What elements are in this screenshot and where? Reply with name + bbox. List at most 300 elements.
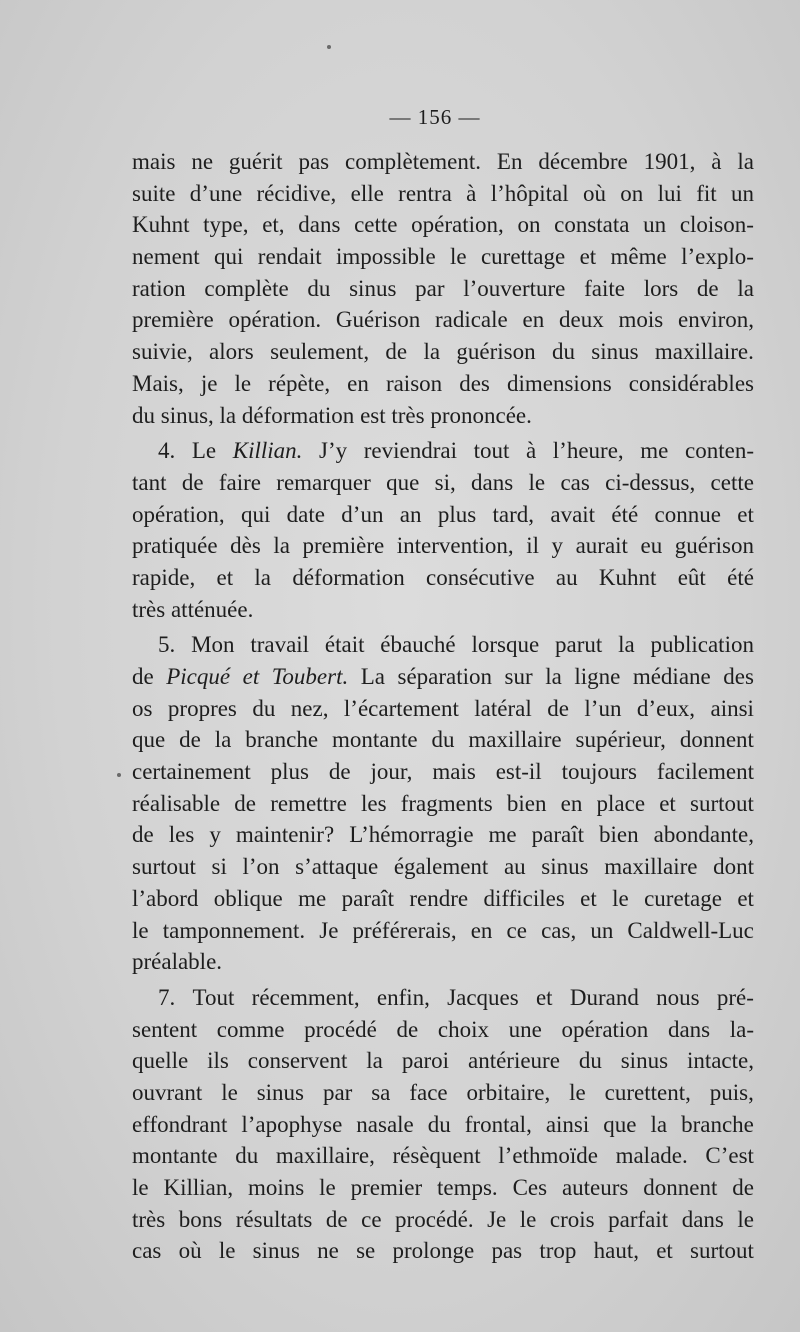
word: le (221, 1079, 238, 1105)
word: procédé (304, 1016, 377, 1042)
word: et (580, 885, 597, 911)
word: dont (713, 854, 754, 880)
text-line (132, 467, 754, 499)
word: paraît (531, 822, 585, 848)
word: curettent, (604, 1079, 691, 1105)
word: Le (191, 438, 217, 464)
word: sa (371, 1079, 391, 1105)
word: curettage (480, 244, 566, 270)
word: branche (245, 727, 319, 753)
word: sinus (256, 1079, 305, 1105)
paragraph (132, 435, 754, 625)
word: la (366, 1048, 383, 1074)
word: pré- (716, 984, 754, 1010)
text-line (132, 1045, 754, 1077)
word: Toubert. (271, 664, 349, 689)
word: La (360, 664, 385, 689)
text-line (132, 400, 754, 432)
word: et (535, 984, 553, 1010)
word: pas (298, 149, 330, 174)
word: Durand (569, 984, 639, 1010)
word: mois (618, 307, 664, 333)
word: une (508, 1016, 542, 1042)
word: 5. (158, 632, 176, 658)
word: alors (209, 339, 254, 365)
word: l’un (584, 695, 622, 721)
word: haut, (593, 1238, 639, 1264)
word: et (659, 790, 676, 816)
text-line (132, 788, 754, 820)
word: Kuhnt (598, 564, 657, 590)
word: sur (504, 664, 533, 689)
word: de (234, 790, 257, 816)
word: la (618, 632, 635, 658)
word: remarquer (276, 469, 371, 495)
word: temps. (436, 1175, 498, 1200)
word: donnent (643, 1175, 718, 1200)
word: y (551, 533, 564, 559)
word: sinus (620, 1048, 669, 1074)
word: le (569, 1079, 586, 1105)
word: procédé. (395, 1206, 474, 1232)
word: surtout (132, 854, 196, 880)
word: branche (681, 1111, 754, 1137)
word: choix (437, 1016, 489, 1042)
word: séparation (397, 664, 493, 689)
word: dans (298, 212, 341, 238)
word: du (431, 727, 455, 753)
word: le (528, 469, 546, 495)
word: consécutive (426, 564, 535, 590)
word: Killian, (163, 1175, 234, 1200)
word: reviendrai (363, 438, 457, 464)
word: eût (677, 564, 706, 590)
word: complètement. (345, 149, 482, 174)
word: Mais, (132, 370, 184, 396)
word: de (385, 339, 408, 365)
word: est (360, 402, 392, 428)
word: oblique (213, 885, 283, 911)
word: os (132, 695, 153, 721)
word: tant (132, 469, 167, 495)
word: il (526, 533, 539, 559)
word: 1901, (643, 149, 696, 174)
text-line (132, 209, 754, 241)
word: surtout (690, 1238, 754, 1264)
text-line (132, 1109, 754, 1141)
word: maxillaire. (654, 339, 754, 365)
word: de (181, 469, 204, 495)
text-line (132, 273, 754, 305)
paragraph (132, 982, 754, 1267)
word: et (656, 1238, 673, 1264)
word: C’est (705, 1143, 754, 1169)
word: avait (550, 501, 596, 527)
word: malade. (615, 1143, 688, 1169)
word: lorsque (471, 632, 540, 658)
word: montante (331, 727, 418, 753)
word: antérieure (467, 1048, 560, 1074)
word: difficiles (483, 885, 565, 911)
word: le (737, 1206, 754, 1232)
word: guérison (456, 339, 536, 365)
word: d’eux, (636, 695, 696, 721)
word: ne (191, 149, 214, 174)
word: ci-dessus, (605, 469, 696, 495)
word: moins (248, 1175, 305, 1200)
word: de (132, 664, 154, 689)
word: la (254, 564, 272, 590)
word: complète (204, 275, 289, 301)
word: maintenir? (235, 822, 335, 848)
word: dès (230, 533, 261, 559)
word: que (132, 727, 166, 753)
word: ainsi (710, 695, 754, 721)
text-line (132, 368, 754, 400)
word: été (727, 564, 754, 590)
word: ration (132, 275, 186, 301)
word: le (218, 1238, 236, 1264)
word: suite (132, 180, 176, 206)
word: le (234, 370, 252, 396)
word: certainement (132, 759, 251, 785)
word: constata (554, 212, 630, 238)
word: crois (549, 1206, 595, 1232)
word: et (737, 885, 754, 911)
word: l’écartement (343, 695, 459, 721)
word: eu (640, 533, 663, 559)
word: parfait (608, 1206, 669, 1232)
word: rapide, (132, 564, 196, 590)
text-line (132, 1140, 754, 1172)
word: opération. (228, 307, 322, 333)
word: que (386, 469, 420, 495)
word: en (522, 307, 545, 333)
word: pratiquée (132, 533, 218, 559)
word: deux (559, 307, 604, 333)
word: rendait (257, 244, 322, 270)
word: Kuhnt (132, 212, 190, 238)
word: le (132, 1175, 149, 1200)
word: faite (584, 275, 625, 301)
text-line (132, 562, 754, 594)
word: montante (132, 1143, 218, 1169)
word: lui (657, 180, 682, 206)
word: Jacques (447, 984, 519, 1010)
text-line (132, 915, 754, 947)
word: Je (487, 1206, 507, 1232)
word: ils (207, 1048, 229, 1074)
word: nasale (356, 1111, 414, 1137)
word: paroi (401, 1048, 450, 1074)
word: mais (432, 759, 476, 785)
word: récemment, (251, 984, 360, 1010)
word: atténuée. (170, 596, 254, 622)
text-line (132, 530, 754, 562)
word: opération, (411, 212, 504, 238)
word: les (168, 822, 195, 848)
word: si, (434, 469, 456, 495)
word: la (214, 727, 232, 753)
word: nement (132, 244, 200, 270)
word: l’abord (132, 885, 199, 911)
word: répète, (268, 370, 331, 396)
word: et, (262, 212, 285, 238)
word: la (545, 664, 562, 689)
word: l’explo- (681, 244, 754, 270)
word: maxillaire, (275, 1143, 375, 1169)
word: qui (240, 501, 271, 527)
word: faire (218, 469, 261, 495)
word: sinus, (160, 402, 220, 428)
word: rendre (409, 885, 469, 911)
word: s’attaque (295, 854, 379, 880)
word: le (450, 244, 467, 270)
word: fragments (400, 790, 493, 816)
word: du (307, 275, 331, 301)
word: était (324, 632, 365, 658)
word: l’heure, (552, 438, 624, 464)
word: puis, (709, 1079, 754, 1105)
word: prolonge (392, 1238, 475, 1264)
word: on (620, 180, 644, 206)
word: dimensions (506, 370, 612, 396)
word: ce (361, 1206, 382, 1232)
word: un (643, 212, 667, 238)
word: le (132, 917, 149, 943)
word: cloison- (679, 212, 754, 238)
word: guérison (674, 533, 754, 559)
word: du (551, 339, 575, 365)
text-line (132, 756, 754, 788)
word: connue (654, 501, 721, 527)
word: raison (385, 370, 443, 396)
word: que (603, 1111, 637, 1137)
word: première (132, 307, 214, 333)
word: à (525, 438, 537, 464)
word: lors (643, 275, 679, 301)
text-line (132, 594, 754, 626)
text-line (132, 146, 754, 178)
word: des (459, 370, 490, 396)
text-line (132, 883, 754, 915)
word: mais (132, 149, 176, 174)
text-line (132, 1204, 754, 1236)
word: où (582, 180, 606, 206)
word: de (396, 1016, 419, 1042)
word: paraît (341, 885, 394, 911)
word: sinus (349, 275, 397, 301)
word: déformation (241, 402, 361, 428)
text-line (132, 693, 754, 725)
word: bien (599, 822, 639, 848)
word: l’ethmoïde (498, 1143, 598, 1169)
word: le (519, 1206, 537, 1232)
text-line (132, 304, 754, 336)
word: la (650, 1111, 668, 1137)
word: de (328, 759, 351, 785)
word: et (737, 501, 754, 527)
word: où (178, 1238, 202, 1264)
word: an (399, 501, 422, 527)
word: plus (270, 759, 310, 785)
word: impossible (335, 244, 436, 270)
word: se (356, 1238, 376, 1264)
text-line (132, 178, 754, 210)
word: trop (539, 1238, 577, 1264)
word: si (211, 854, 227, 880)
word: dans (471, 469, 514, 495)
word: ainsi (545, 1111, 590, 1137)
word: abondante, (653, 822, 754, 848)
word: du (235, 1143, 259, 1169)
word: de (547, 695, 569, 721)
word: supérieur, (575, 727, 666, 753)
word: un (590, 917, 614, 943)
paragraph (132, 629, 754, 978)
text-line (132, 724, 754, 756)
word: sinus (252, 1238, 300, 1264)
word: radicale (434, 307, 508, 333)
word: récidive, (256, 180, 337, 206)
word: préférerais, (352, 917, 457, 943)
word: de (732, 1175, 754, 1200)
text-line (132, 336, 754, 368)
word: et (579, 244, 597, 270)
word: me (640, 438, 669, 464)
word: été (611, 501, 639, 527)
word: bien (506, 790, 547, 816)
word: J’y (319, 438, 348, 464)
word: également (393, 854, 489, 880)
word: en (470, 917, 493, 943)
word: la (423, 339, 441, 365)
text-line (132, 241, 754, 273)
word: prononcée. (430, 402, 532, 428)
word: l’ouverture (463, 275, 566, 301)
text-line (132, 851, 754, 883)
text-line (132, 946, 754, 978)
word: déformation (292, 564, 405, 590)
paper-speck (327, 45, 331, 49)
word: ne (317, 1238, 339, 1264)
word: l’apophyse (241, 1111, 343, 1137)
word: comme (216, 1016, 285, 1042)
word: de (179, 727, 201, 753)
page-number: — 156 — (389, 105, 481, 129)
word: remettre (270, 790, 347, 816)
word: 7. (158, 984, 176, 1010)
word: des (723, 664, 754, 689)
word: considérables (628, 370, 754, 396)
word: préalable. (132, 949, 223, 975)
word: conten- (685, 438, 754, 464)
word: d’un (341, 501, 384, 527)
word: à (711, 149, 722, 174)
word: frontal, (464, 1111, 532, 1137)
word: surtout (690, 790, 754, 816)
word: auteurs (561, 1175, 629, 1200)
word: on (517, 212, 541, 238)
word: la- (729, 1016, 754, 1042)
word: médiane (632, 664, 711, 689)
word: du (578, 1048, 602, 1074)
word: de (132, 822, 154, 848)
text-line (132, 982, 754, 1014)
paper-speck (117, 773, 121, 777)
word: tamponnement. (162, 917, 306, 943)
word: pas (491, 1238, 523, 1264)
word: sinus (541, 854, 589, 880)
word: dans (681, 1206, 724, 1232)
word: Killian. (232, 438, 303, 464)
word: jour, (370, 759, 413, 785)
word: de (696, 275, 719, 301)
text-line (132, 661, 754, 693)
text-line (132, 629, 754, 661)
word: ligne (574, 664, 621, 689)
word: nez, (290, 695, 329, 721)
word: tout (473, 438, 510, 464)
text-line (132, 819, 754, 851)
word: de (325, 1206, 348, 1232)
word: opération (561, 1016, 649, 1042)
word: Tout (192, 984, 235, 1010)
word: très (391, 402, 431, 428)
word: curetage (644, 885, 722, 911)
word: par (415, 275, 445, 301)
word: du (132, 402, 161, 428)
word: elle (350, 180, 384, 206)
word: même (610, 244, 667, 270)
word: propres (167, 695, 237, 721)
word: et (242, 664, 260, 689)
word: du (427, 1111, 451, 1137)
word: quelle (132, 1048, 189, 1074)
word: suivie, (132, 339, 193, 365)
word: cas, (541, 917, 577, 943)
word: un (731, 180, 754, 206)
word: latéral (474, 695, 532, 721)
word: Ces (512, 1175, 548, 1200)
word: la (737, 149, 754, 174)
word: bons (178, 1206, 223, 1232)
word: je (200, 370, 218, 396)
word: en (560, 790, 583, 816)
word: publication (650, 632, 754, 658)
word: l’on (242, 854, 280, 880)
word: effondrant (132, 1111, 228, 1137)
word: l’hôpital (490, 180, 569, 206)
word: face (409, 1079, 448, 1105)
word: qui (214, 244, 244, 270)
word: au (503, 854, 526, 880)
word: Je (319, 917, 339, 943)
word: cette (354, 212, 398, 238)
word: Guérison (335, 307, 421, 333)
word: opération, (132, 501, 225, 527)
word: toujours (561, 759, 637, 785)
word: L’hémorragie (349, 822, 474, 848)
word: résultats (235, 1206, 313, 1232)
word: et (216, 564, 234, 590)
word: Caldwell-Luc (627, 917, 754, 943)
word: environ, (677, 307, 754, 333)
word: seulement, (270, 339, 370, 365)
word: guérit (228, 149, 283, 174)
word: fit (696, 180, 717, 206)
word: ce (506, 917, 527, 943)
